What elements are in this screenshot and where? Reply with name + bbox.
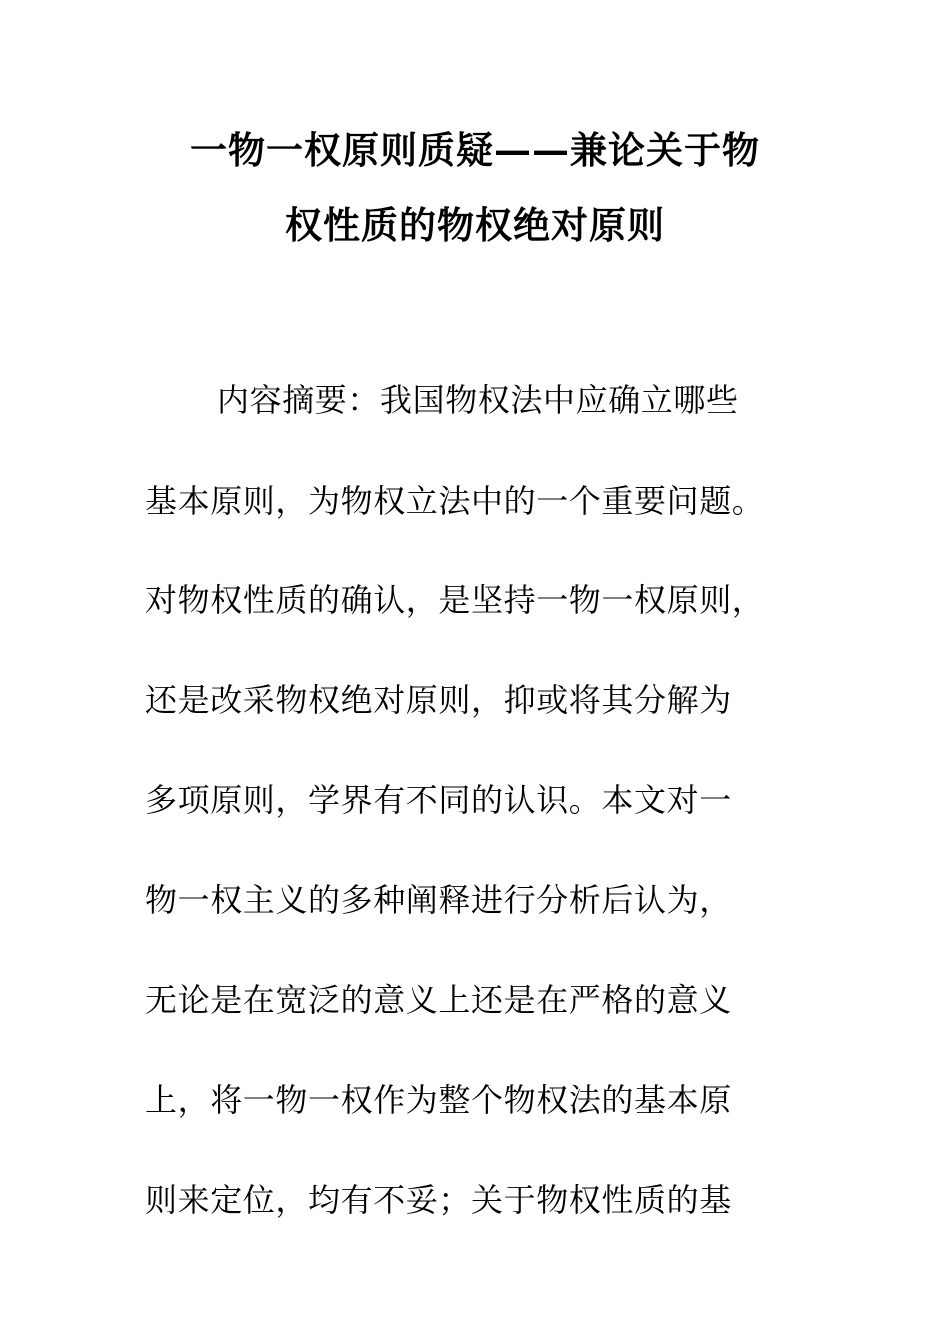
abstract-line-9: 则来定位，均有不妥；关于物权性质的基 bbox=[145, 1181, 732, 1219]
abstract-line-2: 基本原则，为物权立法中的一个重要问题。 bbox=[145, 482, 765, 520]
document-title-line-2: 权性质的物权绝对原则 bbox=[285, 203, 665, 247]
abstract-line-8: 上，将一物一权作为整个物权法的基本原 bbox=[145, 1081, 732, 1119]
abstract-line-4: 还是改采物权绝对原则，抑或将其分解为 bbox=[145, 681, 732, 719]
abstract-line-6: 物一权主义的多种阐释进行分析后认为， bbox=[145, 881, 732, 919]
abstract-line-7: 无论是在宽泛的意义上还是在严格的意义 bbox=[145, 981, 732, 1019]
abstract-line-1: 内容摘要：我国物权法中应确立哪些 bbox=[217, 381, 739, 419]
abstract-line-3: 对物权性质的确认，是坚持一物一权原则， bbox=[145, 581, 765, 619]
abstract-line-5: 多项原则，学界有不同的认识。本文对一 bbox=[145, 781, 732, 819]
document-title-line-1: 一物一权原则质疑——兼论关于物 bbox=[190, 128, 760, 172]
